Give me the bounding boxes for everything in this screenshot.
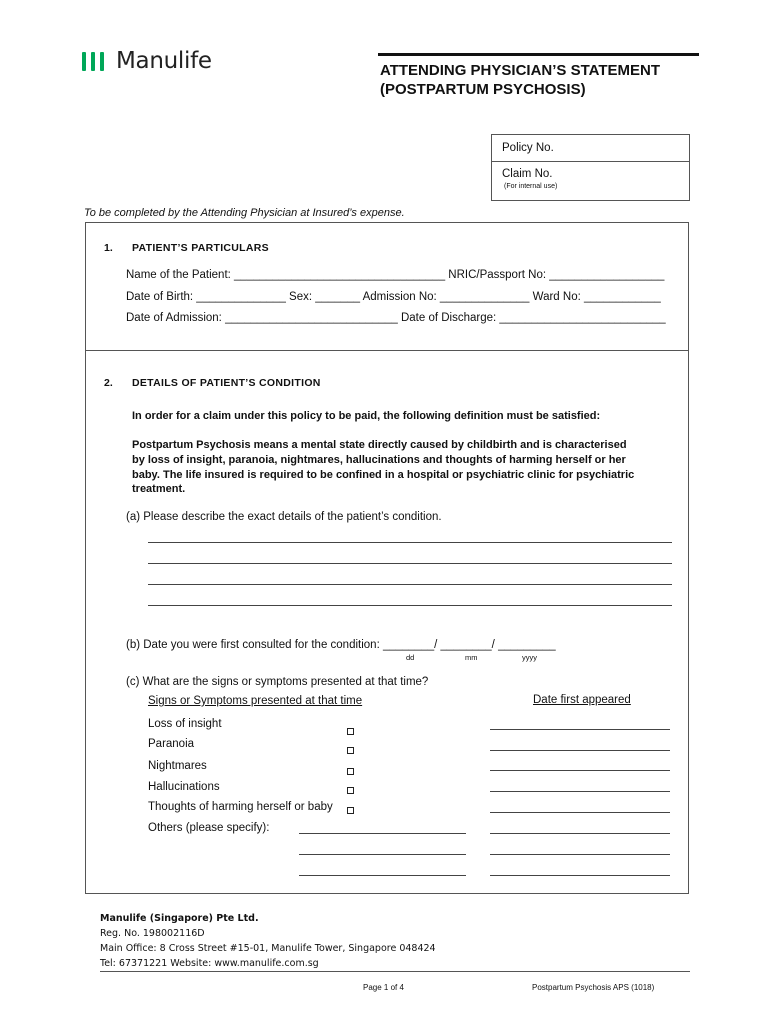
reference-box	[491, 134, 690, 201]
symptom-checkbox[interactable]	[347, 787, 354, 794]
symptom-checkbox[interactable]	[347, 728, 354, 735]
date-line[interactable]	[490, 854, 670, 855]
details-line[interactable]	[148, 605, 672, 606]
symptom-label: Nightmares	[148, 760, 207, 772]
address: Main Office: 8 Cross Street #15-01, Manulife Tower, Singapore 048424	[100, 943, 436, 954]
company-info	[100, 911, 436, 971]
manulife-logo	[82, 47, 212, 75]
section-2-title: DETAILS OF PATIENT’S CONDITION	[132, 377, 321, 389]
date-line[interactable]	[490, 770, 670, 771]
symptom-label: Paranoia	[148, 738, 195, 750]
title-line-1: ATTENDING PHYSICIAN’S STATEMENT	[380, 62, 661, 79]
year-label: yyyy	[522, 653, 537, 662]
title-line-2: (POSTPARTUM PSYCHOSIS)	[380, 81, 586, 98]
date-line[interactable]	[490, 875, 670, 876]
document-title	[380, 61, 660, 99]
page-number: Page 1 of 4	[363, 983, 404, 992]
admission-row[interactable]: Date of Admission: ___________________________ Date of Discharge: __________________________	[126, 312, 666, 324]
contact: Tel: 67371221 Website: www.manulife.com.sg	[100, 958, 319, 969]
details-line[interactable]	[148, 584, 672, 585]
symptom-label: Hallucinations	[148, 781, 220, 793]
claim-condition: In order for a claim under this policy to be paid, the following definition must be satisfied:	[132, 410, 601, 422]
claim-no-field[interactable]: Claim No.	[502, 168, 553, 180]
title-rule	[378, 53, 699, 56]
dob-row[interactable]: Date of Birth: ______________ Sex: _______ Admission No: ______________ Ward No: ____________	[126, 291, 661, 303]
section-1-number: 1.	[104, 242, 113, 254]
company-name: Manulife (Singapore) Pte Ltd.	[100, 913, 259, 924]
section-2-number: 2.	[104, 377, 113, 389]
form-box	[85, 222, 689, 894]
others-line[interactable]	[299, 875, 466, 876]
patient-name-row[interactable]: Name of the Patient: _________________________________ NRIC/Passport No: __________________	[126, 269, 665, 281]
others-line[interactable]	[299, 833, 466, 834]
definition-line-3: baby. The life insured is required to be confined in a hospital or psychiatric clinic for psychiatric	[132, 469, 635, 481]
question-b[interactable]: (b) Date you were first consulted for the condition: ________/ ________/ _________	[126, 639, 556, 651]
claim-note: (For internal use)	[504, 183, 558, 190]
date-line[interactable]	[490, 750, 670, 751]
date-line[interactable]	[490, 833, 670, 834]
symptom-checkbox[interactable]	[347, 768, 354, 775]
others-line[interactable]	[299, 854, 466, 855]
section-1-title: PATIENT’S PARTICULARS	[132, 242, 269, 254]
day-label: dd	[406, 653, 415, 662]
symptoms-column-header: Signs or Symptoms presented at that time	[148, 695, 363, 707]
reg-no: Reg. No. 198002116D	[100, 928, 205, 939]
symptom-label: Thoughts of harming herself or baby	[148, 801, 333, 813]
definition-line-1: Postpartum Psychosis means a mental state directly caused by childbirth and is characterised	[132, 439, 627, 451]
question-a: (a) Please describe the exact details of the patient’s condition.	[126, 511, 442, 523]
date-line[interactable]	[490, 791, 670, 792]
symptom-checkbox[interactable]	[347, 747, 354, 754]
question-c: (c) What are the signs or symptoms presented at that time?	[126, 676, 429, 688]
section-divider	[86, 350, 688, 351]
policy-no-field[interactable]: Policy No.	[492, 135, 689, 162]
date-line[interactable]	[490, 812, 670, 813]
footer-rule	[100, 971, 690, 972]
month-label: mm	[465, 653, 478, 662]
details-line[interactable]	[148, 563, 672, 564]
manulife-bars-icon	[82, 52, 104, 71]
logo-text: Manulife	[116, 48, 212, 74]
date-column-header: Date first appeared	[533, 694, 631, 706]
definition-line-2: by loss of insight, paranoia, nightmares, hallucinations and thoughts of harming herself or her	[132, 454, 626, 466]
details-line[interactable]	[148, 542, 672, 543]
form-code: Postpartum Psychosis APS (1018)	[532, 983, 655, 992]
definition-line-4: treatment.	[132, 483, 186, 495]
intro-text: To be completed by the Attending Physician at Insured’s expense.	[84, 207, 405, 219]
others-label: Others (please specify):	[148, 822, 270, 834]
symptom-checkbox[interactable]	[347, 807, 354, 814]
symptom-label: Loss of insight	[148, 718, 222, 730]
date-line[interactable]	[490, 729, 670, 730]
